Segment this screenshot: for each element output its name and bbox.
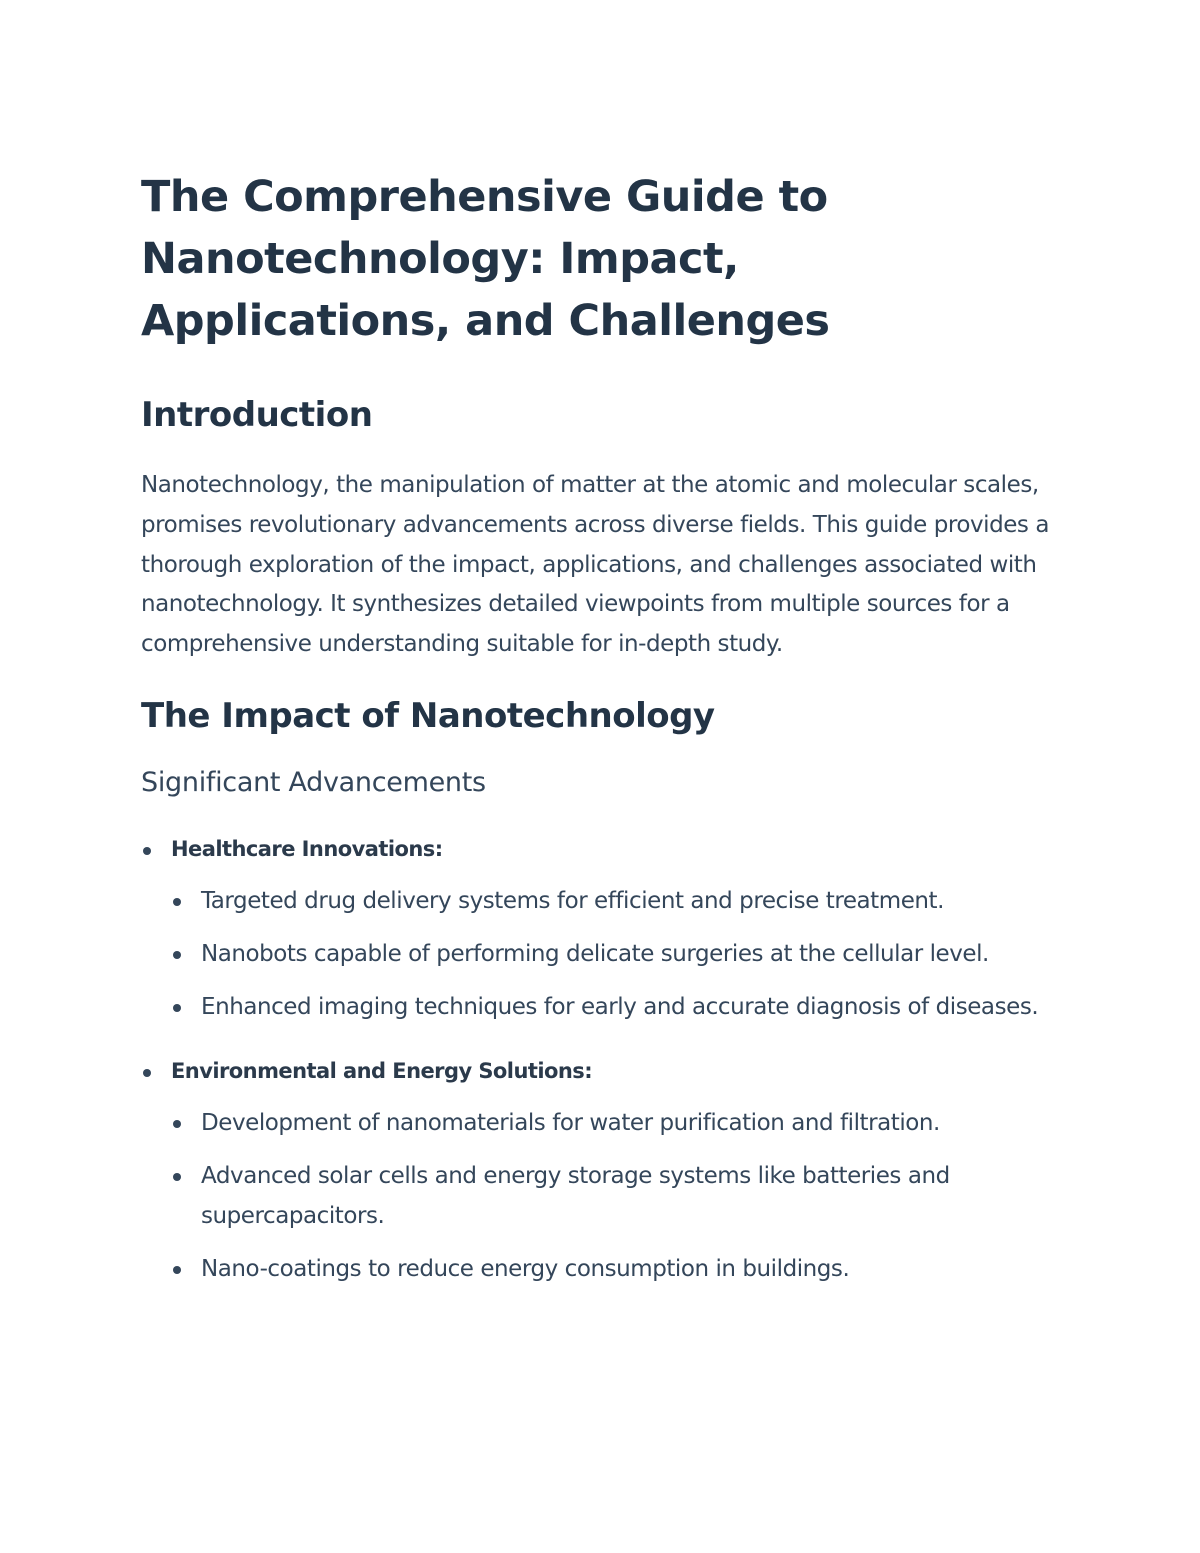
list-item bbox=[171, 1249, 1051, 1289]
introduction-paragraph: Nanotechnology, the manipulation of matter at the atomic and molecular scales, promises revolutionary advancements across diverse fields. This guide provides a thorough exploration of the impact, applications, and challenges associated with nanotechnology. It synthesizes detailed viewpoints from multiple sources for a comprehensive understanding suitable for in-depth study. bbox=[141, 472, 1049, 658]
list-item bbox=[171, 934, 1051, 974]
list-item bbox=[171, 1103, 1051, 1143]
introduction-heading: Introduction bbox=[141, 395, 373, 435]
environmental-energy-sublist bbox=[171, 1103, 1051, 1289]
list-item bbox=[171, 1156, 1051, 1236]
impact-heading: The Impact of Nanotechnology bbox=[141, 695, 715, 736]
list-item-text: Nanobots capable of performing delicate surgeries at the cellular level. bbox=[201, 940, 989, 967]
list-item-text: Targeted drug delivery systems for efficient and precise treatment. bbox=[201, 887, 944, 914]
document-page bbox=[141, 166, 1051, 1289]
bullet-icon bbox=[173, 1004, 181, 1012]
advancements-subheading: Significant Advancements bbox=[141, 766, 486, 798]
document-title: The Comprehensive Guide to Nanotechnology: Impact, Applications, and Challenges bbox=[141, 172, 830, 346]
advancements-list bbox=[141, 829, 1051, 1289]
list-item-text: Enhanced imaging techniques for early and accurate diagnosis of diseases. bbox=[201, 993, 1039, 1020]
list-item-text: Nano-coatings to reduce energy consumption in buildings. bbox=[201, 1255, 850, 1282]
healthcare-sublist bbox=[171, 881, 1051, 1027]
list-item-environmental-energy bbox=[141, 1051, 1051, 1289]
bullet-icon bbox=[173, 898, 181, 906]
list-item-text: Advanced solar cells and energy storage systems like batteries and supercapacitors. bbox=[201, 1162, 950, 1229]
bullet-icon bbox=[173, 1120, 181, 1128]
list-item-text: Development of nanomaterials for water purification and filtration. bbox=[201, 1109, 940, 1136]
bullet-icon bbox=[173, 1266, 181, 1274]
list-item bbox=[171, 987, 1051, 1027]
list-item bbox=[171, 881, 1051, 921]
bullet-icon bbox=[173, 951, 181, 959]
bullet-icon bbox=[173, 1173, 181, 1181]
list-item-healthcare bbox=[141, 829, 1051, 1027]
bullet-icon bbox=[143, 847, 151, 855]
environmental-energy-label: Environmental and Energy Solutions: bbox=[171, 1058, 593, 1083]
healthcare-label: Healthcare Innovations: bbox=[171, 836, 443, 861]
bullet-icon bbox=[143, 1069, 151, 1077]
